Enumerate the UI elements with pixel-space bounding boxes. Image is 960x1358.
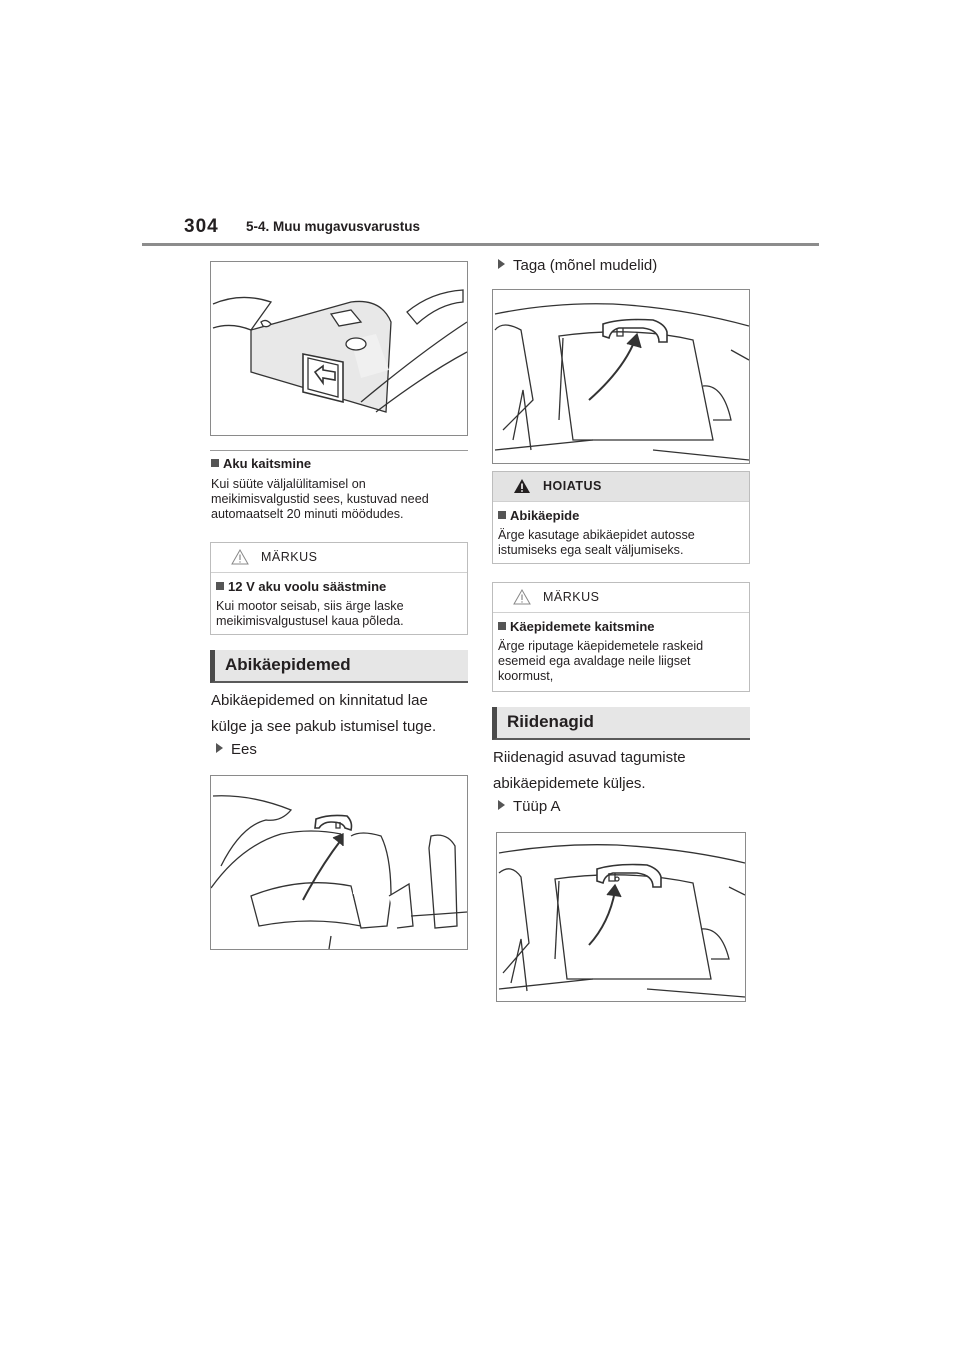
warning-triangle-icon	[513, 478, 531, 494]
notice-header	[493, 583, 749, 613]
notice-label: MÄRKUS	[543, 590, 600, 604]
square-bullet-icon	[498, 622, 506, 630]
square-bullet-icon	[498, 511, 506, 519]
warning-box-grip	[492, 471, 750, 564]
square-bullet-icon	[216, 582, 224, 590]
rear-grip-illustration	[492, 289, 750, 464]
square-bullet-icon	[211, 459, 219, 467]
divider	[210, 450, 468, 451]
page-number: 304	[184, 216, 219, 237]
bullet-front: Ees	[216, 741, 257, 758]
vanity-light-illustration	[210, 261, 468, 436]
battery-heading: Aku kaitsmine	[211, 456, 311, 471]
notice-header	[211, 543, 467, 573]
warning-text: Ärge kasutage abikäepidet autosse istumiseks ega sealt väljumiseks.	[498, 528, 695, 557]
notice-box-battery	[210, 542, 468, 635]
warning-label: HOIATUS	[543, 479, 602, 493]
warning-header	[493, 472, 749, 502]
warning-heading: Abikäepide	[498, 508, 744, 523]
bullet-rear: Taga (mõnel mudelid)	[498, 257, 657, 274]
notice-label: MÄRKUS	[261, 550, 318, 564]
section-heading-assist-grips: Abikäepidemed	[210, 650, 468, 683]
caution-triangle-icon	[231, 549, 249, 565]
triangle-bullet-icon	[498, 800, 505, 810]
coat-hook-illustration	[496, 832, 746, 1002]
triangle-bullet-icon	[216, 743, 223, 753]
front-grip-illustration	[210, 775, 468, 950]
bullet-type-a: Tüüp A	[498, 798, 561, 815]
coat-hooks-intro: Riidenagid asuvad tagumiste abikäepidemete küljes.	[493, 749, 686, 792]
triangle-bullet-icon	[498, 259, 505, 269]
section-heading-coat-hooks: Riidenagid	[492, 707, 750, 740]
notice-box-grips	[492, 582, 750, 692]
notice-heading: 12 V aku voolu säästmine	[216, 579, 462, 594]
section-title: 5-4. Muu mugavusvarustus	[246, 219, 421, 234]
assist-grips-intro: Abikäepidemed on kinnitatud lae külge ja see pakub istumisel tuge.	[211, 692, 437, 735]
battery-text: Kui süüte väljalülitamisel on meikimisvalgustid sees, kustuvad need automaatselt 20 minuti möödudes.	[211, 477, 429, 521]
header-rule	[142, 243, 819, 246]
notice-text: Kui mootor seisab, siis ärge laske meikimisvalgustusel kaua põleda.	[216, 599, 404, 628]
caution-triangle-icon	[513, 589, 531, 605]
notice-text: Ärge riputage käepidemetele raskeid esemeid ega avaldage neile liigset koormust,	[498, 639, 704, 683]
notice-heading: Käepidemete kaitsmine	[498, 619, 744, 634]
